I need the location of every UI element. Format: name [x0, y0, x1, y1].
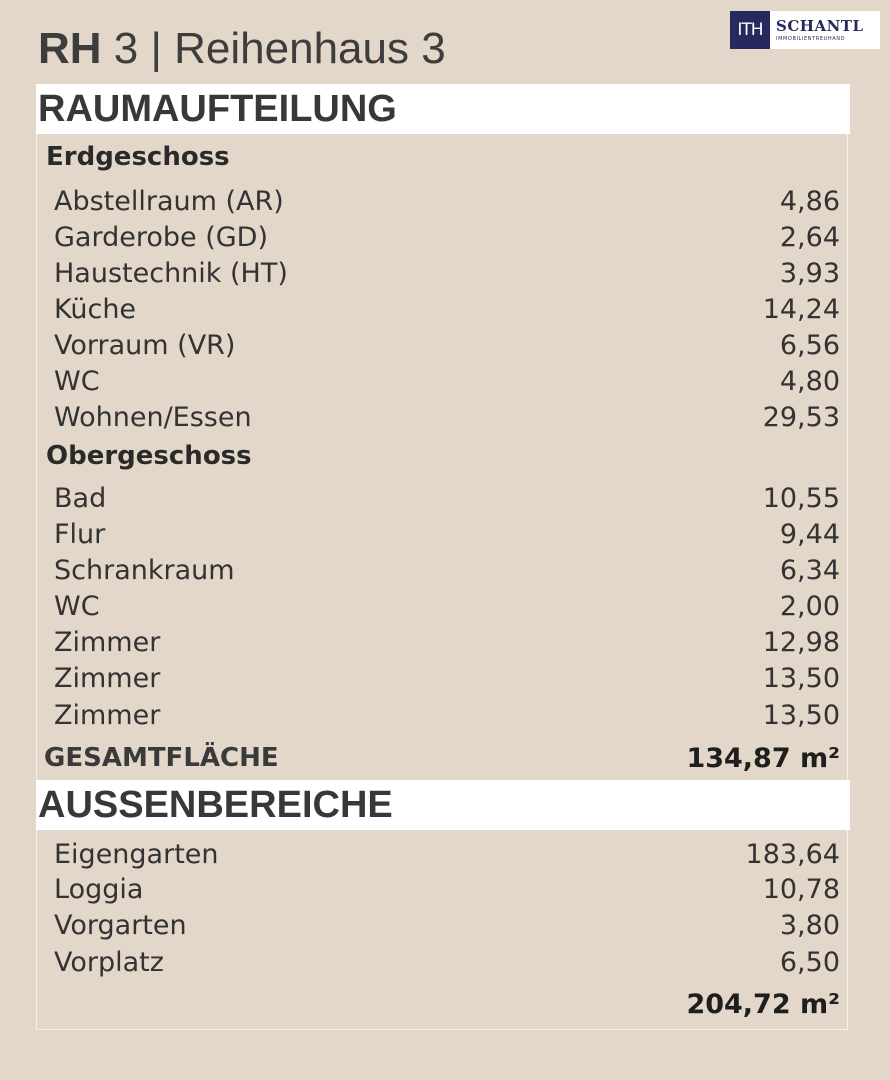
room-area: 2,64: [779, 221, 840, 253]
room-row: [54, 624, 840, 660]
room-area: 12,98: [762, 626, 840, 658]
room-row: [54, 588, 840, 624]
room-area: 13,50: [762, 699, 840, 731]
group-label-obergeschoss: Obergeschoss: [46, 441, 252, 471]
room-row: [54, 480, 840, 516]
room-area: 10,55: [762, 482, 840, 514]
room-area: 4,80: [779, 365, 840, 397]
total-value: 134,87 m²: [686, 742, 840, 774]
outdoor-name: Vorgarten: [54, 909, 187, 941]
room-area: 6,56: [779, 329, 840, 361]
room-area: 29,53: [762, 401, 840, 433]
room-area: 4,86: [779, 185, 840, 217]
logo-mark-icon: ITH: [730, 11, 770, 49]
outdoor-row: [54, 944, 840, 980]
logo-subtitle: IMMOBILIENTREUHAND: [776, 35, 846, 42]
outdoor-row: [54, 836, 840, 872]
room-row: [54, 219, 840, 255]
room-row: [54, 399, 840, 435]
title-bold: RH: [38, 24, 102, 73]
page-title: [38, 24, 446, 74]
room-name: Bad: [54, 482, 107, 514]
total-row-gesamtflaeche: [44, 738, 840, 778]
room-area: 13,50: [762, 662, 840, 694]
room-area: 14,24: [762, 293, 840, 325]
title-rest: 3 | Reihenhaus 3: [101, 24, 446, 73]
room-name: Garderobe (GD): [54, 221, 268, 253]
room-row: [54, 516, 840, 552]
outdoor-area: 6,50: [779, 946, 840, 978]
room-row: [54, 183, 840, 219]
room-area: 2,00: [779, 590, 840, 622]
room-row: [54, 363, 840, 399]
section-heading-raumaufteilung: RAUMAUFTEILUNG: [36, 84, 850, 134]
outdoor-name: Eigengarten: [54, 838, 219, 870]
total-label: GESAMTFLÄCHE: [44, 743, 279, 773]
total-value: 204,72 m²: [686, 988, 840, 1020]
room-name: Vorraum (VR): [54, 329, 236, 361]
outdoor-row: [54, 907, 840, 943]
outdoor-area: 10,78: [762, 873, 840, 905]
room-row: [54, 327, 840, 363]
room-area: 6,34: [779, 554, 840, 586]
outdoor-area: 3,80: [779, 909, 840, 941]
outdoor-name: Loggia: [54, 873, 144, 905]
room-name: Zimmer: [54, 626, 161, 658]
room-area: 3,93: [779, 257, 840, 289]
room-name: Haustechnik (HT): [54, 257, 288, 289]
room-name: Flur: [54, 518, 106, 550]
room-area: 9,44: [779, 518, 840, 550]
room-name: WC: [54, 590, 100, 622]
room-name: Zimmer: [54, 699, 161, 731]
room-row: [54, 291, 840, 327]
room-name: Küche: [54, 293, 137, 325]
outdoor-area: 183,64: [745, 838, 840, 870]
room-name: Abstellraum (AR): [54, 185, 284, 217]
room-name: WC: [54, 365, 100, 397]
room-row: [54, 255, 840, 291]
room-row: [54, 552, 840, 588]
section-heading-aussenbereiche: AUSSENBEREICHE: [36, 780, 850, 830]
room-name: Wohnen/Essen: [54, 401, 252, 433]
logo-name: SCHANTL: [776, 16, 864, 35]
schantl-logo: [730, 11, 880, 49]
outdoor-row: [54, 871, 840, 907]
room-name: Schrankraum: [54, 554, 235, 586]
group-label-erdgeschoss: Erdgeschoss: [46, 142, 230, 172]
outdoor-name: Vorplatz: [54, 946, 164, 978]
room-row: [54, 660, 840, 696]
total-row-aussenbereiche: [44, 984, 840, 1024]
room-name: Zimmer: [54, 662, 161, 694]
room-row: [54, 697, 840, 733]
